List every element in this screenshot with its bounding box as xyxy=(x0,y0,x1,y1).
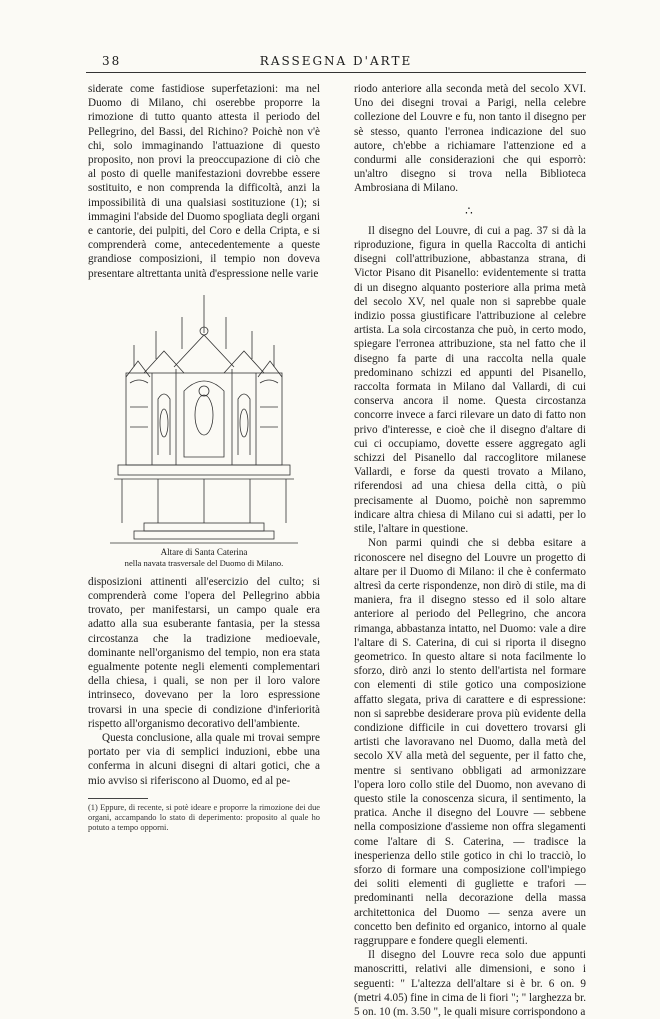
footnote: (1) Eppure, di recente, si potè ideare e proporre la rimozione dei due organi, accampando lo stato di deperimento: proposito al quale ho potuto a tempo opporni. xyxy=(88,802,320,833)
figure-caption-sub: nella navata trasversale del Duomo di Milano. xyxy=(124,557,284,568)
left-paragraph-1: siderate come fastidiose superfetazioni: ma nel Duomo di Milano, chi oserebbe proporre la rimozione di tutto quanto attesta il periodo del Pellegrino, del Bassi, del Richino? Poichè non v'è chi, solo immaginando l'attuazione di questo proposito, non provi la preoccupazione di ciò che al posto di quelle manifestazioni dovrebbe essere sostituito, e non comprenda la difficoltà, anzi la impossibilità di una qualsiasi sostituzione (1); si immagini l'abside del Duomo spogliata degli organi e cantorie, dei pulpiti, del Coro e della Cripta, e si comprenderà come, antecedentemente a queste grandiose composizioni, il tempio non doveva presentare altrettanta unità d'espressione nelle varie xyxy=(88,83,320,280)
page-header xyxy=(86,54,586,73)
left-column xyxy=(88,82,320,834)
altar-illustration xyxy=(104,287,304,547)
right-paragraph-1: riodo anteriore alla seconda metà del secolo XVI. Uno dei disegni trovai a Parigi, nella celebre collezione del Louvre e fu, non tanto il disegno per sè stesso, quanto l'erronea indicazione del suo autore, ch'ebbe a richiamare l'attenzione ed a condurmi alle considerazioni che qui esporrò: un'altro disegno si trova nella Biblioteca Ambrosiana di Milano. xyxy=(354,83,586,195)
footnote-divider xyxy=(88,798,148,799)
right-paragraph-2: Il disegno del Louvre, di cui a pag. 37 si dà la riproduzione, figura in quella Raccolta di antichi disegni coll'attribuzione, abbastanza strana, di Victor Pisano dit Pisanello: evidentemente si tratta di un disegno alquanto posteriore alla prima metà del secolo XV, nel quale non si saprebbe quale indizio possa giustificare l'attribuzione al celebre artista. La sola circostanza che può, in certo modo, spiegare l'erronea attribuzione, sta nel fatto che il disegno fa parte di una raccolta nella quale predominano schizzi ed appunti del Pisanello, raccolta formata in Milano dal Vallardi, di cui conserva ancora il nome. Questa circostanza concorre invece a farci rilevare un dato di fatto non privo d'interesse, e cioè che il disegno d'altare di cui ci occupiamo, dovette essere aggregato agli schizzi del Pisanello dal raccoglitore milanese Vallardi, e forse da questi trovato a Milano, riferendosi ad una chiesa della città, o più precisamente al Duomo, poichè non sapremmo indicare altra chiesa di Milano cui si adatti, per lo stile, l'altare in questione. xyxy=(354,224,586,536)
right-paragraph-4: Il disegno del Louvre reca solo due appunti manoscritti, relativi alle dimensioni, e sono i seguenti: " L'altezza dell'altare si è br. 6 on. 9 (metri 4.05) fine in cima de li fiori "; " larghezza br. 5 on. 10 (m. 3.50 ", le quali misure corrispondono a xyxy=(354,949,586,1018)
figure-caption-title: Altare di Santa Caterina xyxy=(160,546,248,557)
section-separator: ∴ xyxy=(465,203,475,218)
page-number: 38 xyxy=(102,54,122,68)
right-column xyxy=(354,82,586,1019)
running-title: RASSEGNA D'ARTE xyxy=(259,54,413,68)
right-paragraph-3: Non parmi quindi che si debba esitare a riconoscere nel disegno del Louvre un progetto di altare per il Duomo di Milano: il che è confermato altresì da certe rispondenze, non dirò di stile, ma di maniera, fra il disegno stesso ed il solo altare anteriore al periodo del Pellegrino, che ancora rimanga, abbastanza intatto, nel Duomo: vale a dire l'altare di S. Caterina, di cui si riporta il disegno geometrico. In questo altare si nota facilmente lo sforzo, dirò anzi lo stento dell'artista nel formare con elementi di stile gotico una composizione affatto slegata, priva di carattere e di espressione: non si saprebbe desiderare prova più evidente della condizione difficile in cui dovettero trovarsi gli artisti che lavoravano nel Duomo, dalla metà del secolo XV alla metà del seguente, per il fatto che, mentre si sentivano obbligati ad armonizzare l'opera loro collo stile del Duomo, non avevano di questo stile la conoscenza sicura, il sentimento, la pratica. Anche il disegno del Louvre — sebbene nella composizione d'assieme non offra slegamenti come l'altare di S. Caterina, — tradisce la inesperienza dello stile gotico in chi lo tracciò, lo sforzo di formare una composizione coll'impiego dei soliti elementi di gugliette e trafori — predominanti nella decorazione della massa architettonica del Duomo — senza avere un concetto ben definito ed organico, intorno al quale raggruppare e fondere quegli elementi. xyxy=(354,537,586,947)
altar-figure xyxy=(88,287,320,569)
left-paragraph-3: Questa conclusione, alla quale mi trovai sempre portato per via di semplici induzioni, ebbe una conferma in alcuni disegni di altari gotici, che a mio avviso si riferiscono al Duomo, ed al pe- xyxy=(88,732,320,787)
left-paragraph-2: disposizioni attinenti all'esercizio del culto; si comprenderà come l'opera del Pellegrino abbia trovato, per manifestarsi, un campo quale era adatto alla sua esuberante fantasia, per la stessa circostanza che la tradizione medioevale, dominante nell'organismo del tempio, non era stata egualmente potente negli elementi complementari della chiesa, i quali, se non per il loro valore intrinseco, dovevano per la loro espressione trovarsi in una specie di condizione d'inferiorità rispetto all'organismo decorativo dell'ambiente. xyxy=(88,575,320,730)
